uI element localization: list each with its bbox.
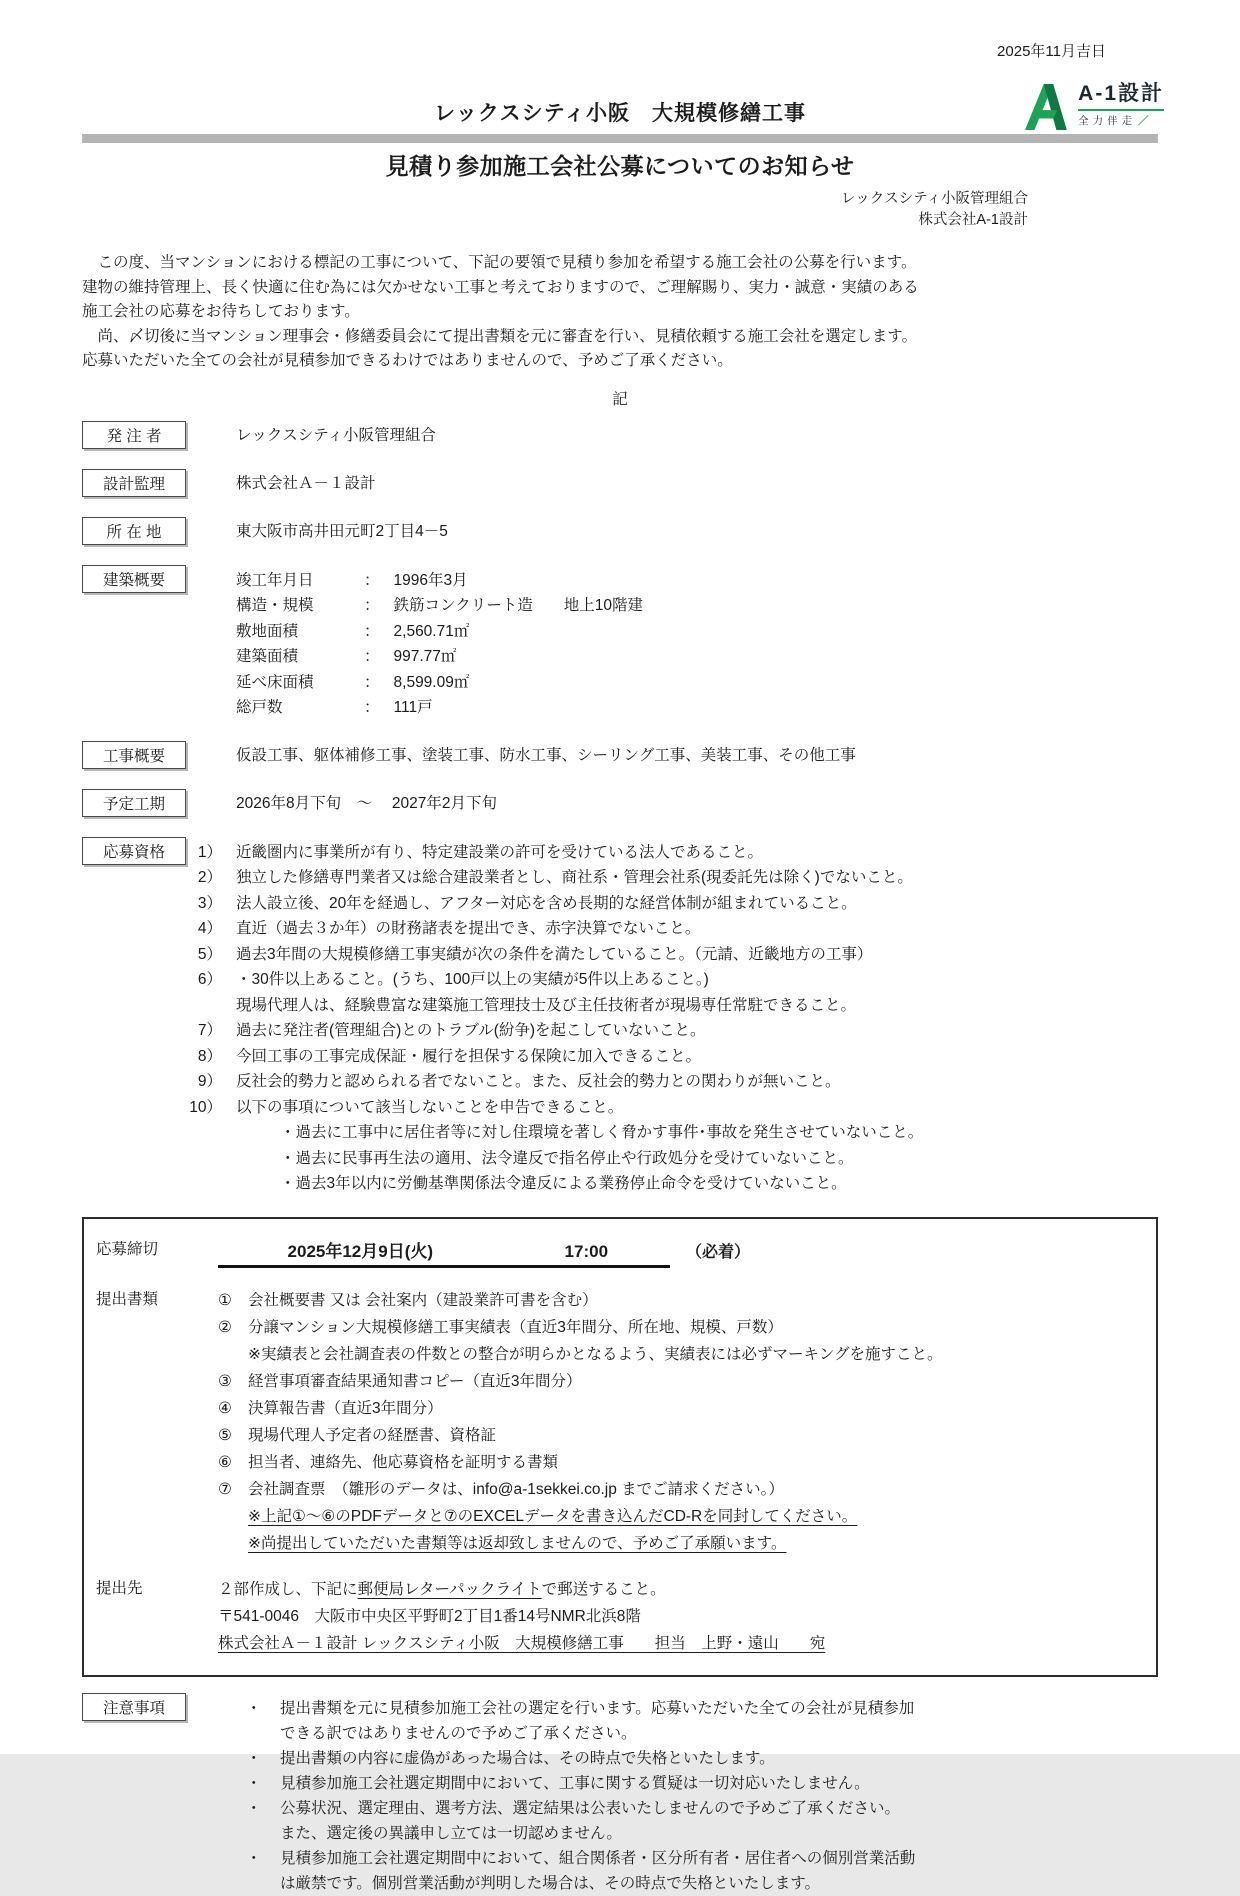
field-label: 発 注 者 [82, 421, 186, 449]
doc-title: レックスシティ小阪 大規模修繕工事 [434, 102, 806, 125]
doc-subtitle: 見積り参加施工会社公募についてのお知らせ [385, 153, 855, 179]
document-item: ⑦ 会社調査票 （雛形のデータは、info@a-1sekkei.co.jp までご請求ください。） [218, 1480, 784, 1498]
field-label: 注意事項 [82, 1693, 186, 1721]
qualification-item: 3） 法人設立後、20年を経過し、アフター対応を含め長期的な経営体制が組まれていること。 [197, 894, 857, 912]
sender-line: 株式会社A-1設計 [918, 212, 1028, 228]
intro-line: 応募いただいた全ての会社が見積参加できるわけではありませんので、予めご了承ください。 [82, 352, 733, 369]
qualification-item-continuation: 現場代理人は、経験豊富な建築施工管理技士及び主任技術者が現場専任常駐できること。 [236, 996, 857, 1014]
documents-list [218, 1284, 1142, 1557]
building-row: 敷地面積 ： 2,560.71㎡ [236, 622, 470, 640]
field-value: 2026年8月下旬 ～ 2027年2月下旬 [236, 794, 498, 812]
destination-recipient: 株式会社Ａ－１設計 レックスシティ小阪 大規模修繕工事 担当 上野・遠山 宛 [218, 1634, 826, 1652]
document-item: ⑤ 現場代理人予定者の経歴書、資格証 [218, 1426, 497, 1444]
deadline-date: 2025年12月9日(火) [287, 1241, 434, 1261]
document-item: ① 会社概要書 又は 会社案内（建設業許可書を含む） [218, 1291, 598, 1309]
row-deadline [96, 1234, 1142, 1268]
field-label: 建築概要 [82, 565, 186, 593]
qualification-item: 7） 過去に発注者(管理組合)とのトラブル(紛争)を起こしていないこと。 [197, 1022, 706, 1039]
caution-item: ・ 提出書類を元に見積参加施工会社の選定を行います。応募いただいた全ての会社が見積参加 [246, 1699, 915, 1717]
logo-text [1078, 81, 1164, 128]
destination-lines [218, 1573, 1142, 1657]
qualification-item: 9） 反社会的勢力と認められる者でないこと。また、反社会的勢力との関わりが無いこと。 [197, 1073, 841, 1090]
row-orderer [82, 421, 1158, 449]
caution-list [236, 1693, 1158, 1896]
field-value: レックスシティ小阪管理組合 [236, 426, 436, 444]
destination-line: ２部作成し、下記に郵便局レターパックライトで郵送すること。 [218, 1580, 666, 1598]
row-destination [96, 1573, 1142, 1657]
divider-bar [82, 134, 1158, 143]
field-value: 仮設工事、躯体補修工事、塗装工事、防水工事、シーリング工事、美装工事、その他工事 [236, 746, 856, 764]
deadline-note: （必着） [686, 1243, 751, 1261]
qualification-item: 2） 独立した修繕専門業者又は総合建設業者とし、商社系・管理会社系(現委託先は除く)でないこと。 [197, 869, 913, 886]
caution-item-continuation: は厳禁です。個別営業活動が判明した場合は、その時点で失格といたします。 [280, 1874, 821, 1892]
qualification-subitem: ・過去3年以内に労働基準関係法令違反による業務停止命令を受けていないこと。 [280, 1175, 847, 1192]
document-item: ③ 経営事項審査結果通知書コピー（直近3年間分） [218, 1372, 582, 1390]
building-table [236, 565, 1158, 721]
document-item: ④ 決算報告書（直近3年間分） [218, 1399, 443, 1417]
caution-item: ・ 見積参加施工会社選定期間中において、工事に関する質疑は一切対応いたしません。 [246, 1774, 870, 1792]
deadline-underline [218, 1237, 670, 1268]
caution-item: ・ 公募状況、選定理由、選考方法、選定結果は公表いたしませんので予めご了承ください。 [246, 1799, 901, 1817]
logo-tagline [1078, 109, 1164, 128]
document-item: ② 分譲マンション大規模修繕工事実績表（直近3年間分、所在地、規模、戸数） [218, 1318, 783, 1336]
qualification-subitem: ・過去に民事再生法の適用、法令違反で指名停止や行政処分を受けていないこと。 [280, 1149, 854, 1167]
deadline-label: 応募締切 [96, 1240, 159, 1258]
field-label: 工事概要 [82, 741, 186, 769]
company-logo [1025, 81, 1164, 133]
submission-box [82, 1217, 1158, 1677]
destination-label: 提出先 [96, 1579, 143, 1597]
intro-line: 施工会社の応募をお待ちしております。 [82, 303, 360, 320]
logo-name: A-1設計 [1078, 82, 1164, 105]
row-documents [96, 1284, 1142, 1557]
qualification-item: 4） 直近（過去３か年）の財務諸表を提出でき、赤字決算でないこと。 [197, 920, 701, 937]
row-schedule [82, 789, 1158, 817]
field-value: 株式会社Ａ－１設計 [236, 474, 376, 492]
qualification-list [189, 837, 1158, 1197]
caution-item: ・ 見積参加施工会社選定期間中において、組合関係者・区分所有者・居住者への個別営業活動 [246, 1849, 916, 1867]
deadline-value [218, 1237, 1142, 1268]
building-row: 総戸数 ： 111戸 [236, 699, 433, 716]
field-label: 設計監理 [82, 469, 186, 497]
document-item: ⑥ 担当者、連絡先、他応募資格を証明する書類 [218, 1453, 559, 1471]
document-note-underlined: ※上記①～⑥のPDFデータと⑦のEXCELデータを書き込んだCD-Rを同封してください。 [248, 1507, 858, 1525]
qualification-item: 5） 過去3年間の大規模修繕工事実績が次の条件を満たしていること。（元請、近畿地方の工事） [197, 945, 873, 963]
row-location [82, 517, 1158, 545]
building-row: 竣工年月日 ： 1996年3月 [236, 571, 468, 589]
intro-paragraph [82, 251, 1158, 374]
qualification-item: 6） ・30件以上あること。(うち、100戸以上の実績が5件以上あること。) [197, 971, 709, 988]
intro-line: 尚、〆切後に当マンション理事会・修繕委員会にて提出書類を元に審査を行い、見積依頼する施工会社を選定します。 [82, 327, 918, 345]
documents-label: 提出書類 [96, 1290, 159, 1308]
building-row: 延べ床面積 ： 8,599.09㎡ [236, 673, 470, 691]
row-qualifications [82, 837, 1158, 1197]
row-cautions [82, 1693, 1158, 1896]
caution-item-continuation: また、選定後の異議申し立ては一切認めません。 [280, 1824, 622, 1842]
row-building-overview [82, 565, 1158, 721]
row-design-supervisor [82, 469, 1158, 497]
title-row [82, 82, 1164, 127]
logo-tagline-text: 全力伴走 [1078, 115, 1137, 127]
building-row: 構造・規模 ： 鉄筋コンクリート造 地上10階建 [236, 597, 643, 614]
field-label: 所 在 地 [82, 517, 186, 545]
row-work-overview [82, 741, 1158, 769]
intro-line: 建物の維持管理上、長く快適に住む為には欠かせない工事と考えておりますので、ご理解賜り、実力・誠意・実績のある [82, 278, 919, 296]
sender-line: レックスシティ小阪管理組合 [840, 191, 1028, 207]
a1-logo-icon [1025, 81, 1071, 133]
qualification-item: 10） 以下の事項について該当しないことを申告できること。 [189, 1098, 624, 1116]
building-row: 建築面積 ： 997.77㎡ [236, 648, 457, 665]
field-label: 応募資格 [82, 837, 186, 865]
deadline-time: 17:00 [564, 1241, 609, 1261]
caution-item-continuation: できる訳ではありませんので予めご了承ください。 [280, 1724, 637, 1742]
qualification-subitem: ・過去に工事中に居住者等に対し住環境を著しく脅かす事件･事故を発生させていないこと。 [280, 1124, 924, 1141]
qualification-item: 8） 今回工事の工事完成保証・履行を担保する保険に加入できること。 [197, 1047, 702, 1065]
ki-marker: 記 [612, 390, 628, 408]
doc-date: 2025年11月吉日 [997, 43, 1106, 60]
caution-item: ・ 提出書類の内容に虚偽があった場合は、その時点で失格といたします。 [246, 1749, 775, 1767]
intro-line: この度、当マンションにおける標記の工事について、下記の要領で見積り参加を希望する施工会社の公募を行います。 [82, 254, 917, 271]
qualification-item: 1） 近畿圏内に事業所が有り、特定建設業の許可を受けている法人であること。 [197, 843, 764, 861]
destination-address: 〒541-0046 大阪市中央区平野町2丁目1番14号NMR北浜8階 [218, 1607, 641, 1625]
document-note: ※実績表と会社調査表の件数との整合が明らかとなるよう、実績表には必ずマーキングを施すこと。 [248, 1345, 943, 1363]
field-value: 東大阪市高井田元町2丁目4－5 [236, 522, 448, 540]
field-label: 予定工期 [82, 789, 186, 817]
document-note-underlined: ※尚提出していただいた書類等は返却致しませんので、予めご了承願います。 [248, 1534, 787, 1552]
sender-block [82, 189, 1158, 231]
logo-slash-icon: ／ [1138, 115, 1149, 127]
